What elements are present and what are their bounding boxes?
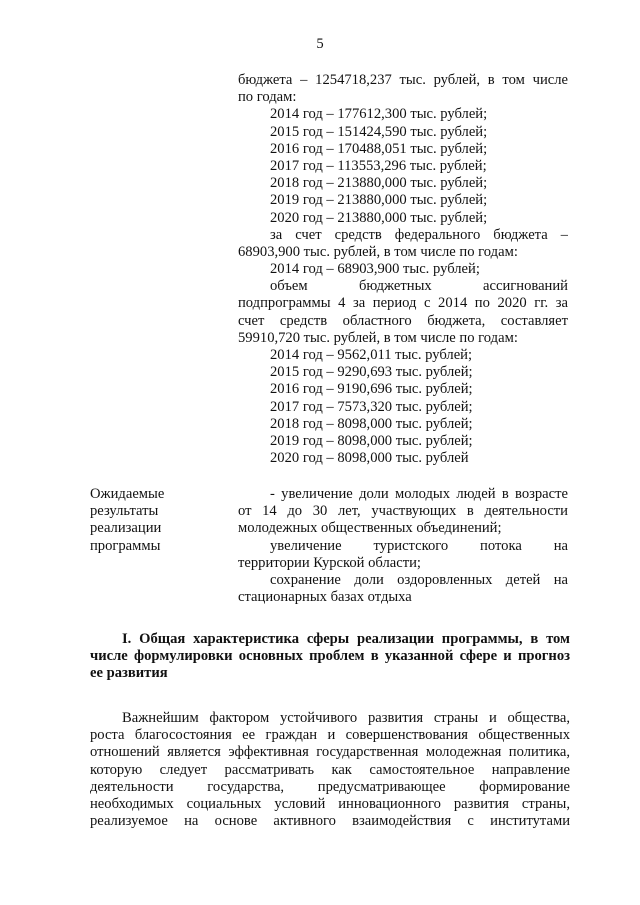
text-line: сохранение доли оздоровленных детей на [270,571,568,588]
text-line: 59910,720 тыс. рублей, в том числе по годам: [238,329,518,346]
text-line: объем бюджетных ассигнований [270,278,568,295]
text-line: 68903,900 тыс. рублей, в том числе по годам: [238,243,518,260]
text-line: которую следует рассматривать как самостоятельное направление [90,761,570,778]
text-line: по годам: [238,89,297,106]
text-line: 2020 год – 213880,000 тыс. рублей; [270,209,488,226]
text-line: молодежных общественных объединений; [238,520,502,537]
text-line: результаты [90,503,159,520]
text-line: 2014 год – 177612,300 тыс. рублей; [270,106,488,123]
text-line: 2019 год – 213880,000 тыс. рублей; [270,192,488,209]
text-line: роста благосостояния ее граждан и совершенствования общественных [90,727,570,744]
text-line: деятельности государства, предусматривающее формирование [90,778,570,795]
page-number: 5 [316,36,324,52]
text-line: реализации [90,520,162,537]
text-line: 2015 год – 9290,693 тыс. рублей; [270,364,473,381]
text-line: 2014 год – 9562,011 тыс. рублей; [270,347,473,363]
text-line: Важнейшим фактором устойчивого развития страны и общества, [122,710,570,726]
text-line: 2016 год – 170488,051 тыс. рублей; [270,140,488,157]
text-line: подпрограммы 4 за период с 2014 по 2020 гг. за [238,295,568,312]
text-line: I. Общая характеристика сферы реализации программы, в том [122,631,570,647]
text-line: территории Курской области; [238,554,421,571]
section-paragraph [90,710,570,830]
text-line: счет средств областного бюджета, составляет [238,312,568,329]
text-line: бюджета – 1254718,237 тыс. рублей, в том числе [238,72,568,88]
text-line: необходимых социальных условий инновационного развития страны, [90,795,570,812]
text-line: 2018 год – 8098,000 тыс. рублей; [270,415,473,432]
text-line: 2020 год – 8098,000 тыс. рублей [270,450,469,467]
section-heading [90,631,570,683]
text-line: отношений является эффективная государственная молодежная политика, [90,744,570,761]
text-line: стационарных базах отдыха [238,589,412,606]
text-line: реализуемое на основе активного взаимодействия с институтами [90,813,570,830]
text-line: программы [90,537,161,554]
text-line: увеличение туристского потока на [270,537,568,554]
text-line: 2016 год – 9190,696 тыс. рублей; [270,381,473,398]
text-line: за счет средств федерального бюджета – [270,226,568,243]
expected-results-label [90,486,230,555]
text-line: 2014 год – 68903,900 тыс. рублей; [270,261,480,278]
text-line: 2018 год – 213880,000 тыс. рублей; [270,175,488,192]
text-line: 2017 год – 7573,320 тыс. рублей; [270,398,473,415]
text-line: 2019 год – 8098,000 тыс. рублей; [270,432,473,449]
text-line: числе формулировки основных проблем в указанной сфере и прогноз [90,648,570,665]
text-line: 2015 год – 151424,590 тыс. рублей; [270,123,488,140]
budget-text-block [238,72,568,467]
text-line: от 14 до 30 лет, участвующих в деятельности [238,503,568,520]
text-line: Ожидаемые [90,486,165,502]
text-line: 2017 год – 113553,296 тыс. рублей; [270,157,487,174]
text-line: ее развития [90,665,168,682]
expected-results-text [238,486,568,606]
text-line: - увеличение доли молодых людей в возрасте [270,486,568,502]
